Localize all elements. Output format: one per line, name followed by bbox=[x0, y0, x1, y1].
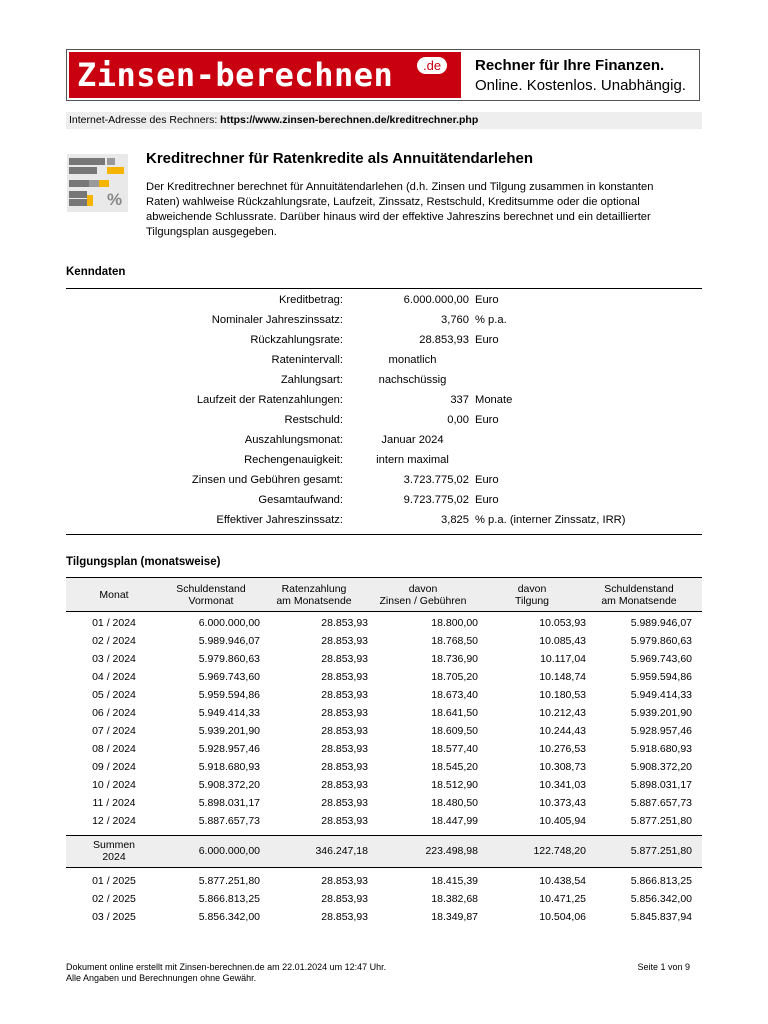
kenndaten-row bbox=[66, 430, 702, 450]
table-cell: 5.877.251,80 bbox=[198, 875, 260, 887]
kenndaten-label: Zahlungsart: bbox=[280, 374, 343, 386]
table-cell: 06 / 2024 bbox=[92, 707, 136, 719]
table-cell: 02 / 2025 bbox=[92, 893, 136, 905]
table-cell: 5.928.957,46 bbox=[630, 725, 692, 737]
kenndaten-label: Gesamtaufwand: bbox=[258, 494, 343, 506]
kenndaten-value: 3,825 bbox=[441, 514, 469, 526]
kenndaten-unit: % p.a. bbox=[475, 314, 507, 326]
table-cell: 18.447,99 bbox=[431, 815, 478, 827]
kenndaten-unit: Monate bbox=[475, 394, 513, 406]
table-cell: 5.877.251,80 bbox=[630, 815, 692, 827]
kenndaten-value: nachschüssig bbox=[378, 374, 447, 386]
table-cell: 18.415,39 bbox=[431, 875, 478, 887]
table-row bbox=[66, 908, 702, 926]
table-row bbox=[66, 650, 702, 668]
table-header bbox=[66, 578, 702, 611]
table-cell: 5.989.946,07 bbox=[198, 635, 260, 647]
table-cell: 18.609,50 bbox=[431, 725, 478, 737]
intro-text: Der Kreditrechner berechnet für Annuitätendarlehen (d.h. Zinsen und Tilgung zusammen in konstanten Raten) wahlweise Rückzahlungsrate, Laufzeit, Zinssatz, Restschuld, Kreditsumme oder die optional abweichende Schlussrate. Darüber hinaus wird der effektive Jahreszins berechnet und ein detaillierter Tilgungsplan ausgegeben. bbox=[146, 181, 654, 238]
kenndaten-value: 0,00 bbox=[447, 414, 469, 426]
table-cell: 05 / 2024 bbox=[92, 689, 136, 701]
table-cell: 10.180,53 bbox=[539, 689, 586, 701]
kenndaten-row bbox=[66, 410, 702, 430]
kenndaten-value: 6.000.000,00 bbox=[403, 294, 469, 306]
kenndaten-label: Restschuld: bbox=[284, 414, 343, 426]
table-cell: 02 / 2024 bbox=[92, 635, 136, 647]
table-cell: 5.887.657,73 bbox=[630, 797, 692, 809]
kenndaten-label: Auszahlungsmonat: bbox=[244, 434, 343, 446]
table-row bbox=[66, 686, 702, 704]
table-cell: 5.939.201,90 bbox=[630, 707, 692, 719]
table-cell: 28.853,93 bbox=[321, 671, 368, 683]
table-row bbox=[66, 632, 702, 650]
table-cell: 5.979.860,63 bbox=[198, 653, 260, 665]
page-number: Seite 1 von 9 bbox=[637, 962, 690, 972]
column-header: Schuldenstand Vormonat bbox=[176, 582, 246, 607]
table-cell: 5.969.743,60 bbox=[630, 653, 692, 665]
footer-line-2: Alle Angaben und Berechnungen ohne Gewähr. bbox=[66, 973, 257, 983]
logo-tld-badge: .de bbox=[417, 57, 447, 74]
table-cell: 28.853,93 bbox=[321, 707, 368, 719]
table-cell: 09 / 2024 bbox=[92, 761, 136, 773]
table-cell: 10.244,43 bbox=[539, 725, 586, 737]
kenndaten-row bbox=[66, 290, 702, 310]
kenndaten-label: Rückzahlungsrate: bbox=[250, 334, 343, 346]
kenndaten-value: 3.723.775,02 bbox=[403, 474, 469, 486]
kenndaten-unit: Euro bbox=[475, 414, 499, 426]
table-cell: 10.085,43 bbox=[539, 635, 586, 647]
table-cell: 01 / 2024 bbox=[92, 617, 136, 629]
table-cell: 18.800,00 bbox=[431, 617, 478, 629]
kenndaten-unit: Euro bbox=[475, 494, 499, 506]
table-cell: 28.853,93 bbox=[321, 653, 368, 665]
table-cell: 28.853,93 bbox=[321, 815, 368, 827]
site-banner bbox=[66, 49, 700, 101]
table-cell: 28.853,93 bbox=[321, 875, 368, 887]
page-title: Kreditrechner für Ratenkredite als Annuitätendarlehen bbox=[146, 150, 534, 167]
table-cell: 18.545,20 bbox=[431, 761, 478, 773]
table-cell: 10.117,04 bbox=[540, 653, 586, 665]
kenndaten-value: monatlich bbox=[388, 354, 437, 366]
kenndaten-unit: Euro bbox=[475, 474, 499, 486]
table-row bbox=[66, 740, 702, 758]
kenndaten-row bbox=[66, 470, 702, 490]
table-cell: 10.373,43 bbox=[539, 797, 586, 809]
kenndaten-label: Kreditbetrag: bbox=[278, 294, 343, 306]
kenndaten-row bbox=[66, 310, 702, 330]
table-cell: 10.504,06 bbox=[539, 911, 586, 923]
table-cell: 28.853,93 bbox=[321, 635, 368, 647]
kenndaten-value: Januar 2024 bbox=[381, 434, 444, 446]
table-cell: 03 / 2025 bbox=[92, 911, 136, 923]
kenndaten-label: Zinsen und Gebühren gesamt: bbox=[191, 474, 343, 486]
kenndaten-row bbox=[66, 350, 702, 370]
column-header: davon Zinsen / Gebühren bbox=[379, 582, 467, 607]
table-cell: 18.577,40 bbox=[431, 743, 478, 755]
kenndaten-label: Nominaler Jahreszinssatz: bbox=[211, 314, 343, 326]
table-cell: 10.308,73 bbox=[539, 761, 586, 773]
table-row bbox=[66, 872, 702, 890]
table-cell: 18.705,20 bbox=[431, 671, 478, 683]
sum-cell: 223.498,98 bbox=[425, 845, 478, 857]
column-header: Ratenzahlung am Monatsende bbox=[276, 582, 352, 607]
url-bar bbox=[66, 112, 702, 129]
table-row bbox=[66, 758, 702, 776]
table-cell: 18.480,50 bbox=[431, 797, 478, 809]
sum-cell: 5.877.251,80 bbox=[630, 845, 692, 857]
table-cell: 28.853,93 bbox=[321, 689, 368, 701]
kenndaten-row bbox=[66, 490, 702, 510]
table-cell: 5.949.414,33 bbox=[198, 707, 260, 719]
kenndaten-label: Laufzeit der Ratenzahlungen: bbox=[196, 394, 343, 406]
table-cell: 07 / 2024 bbox=[92, 725, 136, 737]
table-cell: 5.908.372,20 bbox=[630, 761, 692, 773]
table-cell: 5.918.680,93 bbox=[198, 761, 260, 773]
sum-label: Summen 2024 bbox=[92, 839, 135, 863]
site-logo[interactable] bbox=[69, 52, 461, 98]
tilgungsplan-heading: Tilgungsplan (monatsweise) bbox=[66, 556, 221, 568]
sum-cell: 6.000.000,00 bbox=[198, 845, 260, 857]
column-header: Monat bbox=[99, 588, 129, 601]
table-cell: 5.918.680,93 bbox=[630, 743, 692, 755]
percent-icon: % bbox=[107, 190, 123, 209]
table-cell: 5.856.342,00 bbox=[198, 911, 260, 923]
calculator-chart-icon bbox=[67, 154, 128, 212]
slogan-line-2: Online. Kostenlos. Unabhängig. bbox=[475, 77, 686, 94]
footer-line-1: Dokument online erstellt mit Zinsen-berechnen.de am 22.01.2024 um 12:47 Uhr. bbox=[66, 962, 387, 972]
table-cell: 28.853,93 bbox=[321, 617, 368, 629]
table-row bbox=[66, 890, 702, 908]
table-row bbox=[66, 794, 702, 812]
table-row bbox=[66, 722, 702, 740]
table-cell: 5.989.946,07 bbox=[630, 617, 692, 629]
table-cell: 18.673,40 bbox=[431, 689, 478, 701]
logo-text: Zinsen-berechnen bbox=[77, 56, 394, 94]
table-cell: 5.866.813,25 bbox=[630, 875, 692, 887]
table-cell: 5.949.414,33 bbox=[630, 689, 692, 701]
table-cell: 28.853,93 bbox=[321, 743, 368, 755]
table-cell: 28.853,93 bbox=[321, 911, 368, 923]
table-row bbox=[66, 812, 702, 830]
kenndaten-value: intern maximal bbox=[376, 454, 449, 466]
table-row bbox=[66, 614, 702, 632]
kenndaten-row bbox=[66, 450, 702, 470]
table-cell: 28.853,93 bbox=[321, 797, 368, 809]
table-cell: 18.641,50 bbox=[431, 707, 478, 719]
table-cell: 5.939.201,90 bbox=[198, 725, 260, 737]
table-cell: 5.898.031,17 bbox=[198, 797, 260, 809]
table-cell: 5.959.594,86 bbox=[630, 671, 692, 683]
kenndaten-row bbox=[66, 390, 702, 410]
table-cell: 10.405,94 bbox=[539, 815, 586, 827]
kenndaten-value: 337 bbox=[450, 394, 469, 406]
table-cell: 5.866.813,25 bbox=[198, 893, 260, 905]
table-row bbox=[66, 704, 702, 722]
table-cell: 5.908.372,20 bbox=[198, 779, 260, 791]
kenndaten-label: Effektiver Jahreszinssatz: bbox=[216, 514, 343, 526]
table-cell: 10 / 2024 bbox=[92, 779, 136, 791]
kenndaten-value: 28.853,93 bbox=[419, 334, 469, 346]
table-cell: 5.959.594,86 bbox=[198, 689, 260, 701]
table-cell: 10.471,25 bbox=[539, 893, 586, 905]
kenndaten-row bbox=[66, 510, 702, 530]
table-cell: 5.887.657,73 bbox=[198, 815, 260, 827]
sum-row-2024 bbox=[66, 836, 702, 867]
kenndaten-label: Ratenintervall: bbox=[271, 354, 343, 366]
table-cell: 10.212,43 bbox=[539, 707, 586, 719]
table-cell: 12 / 2024 bbox=[92, 815, 136, 827]
table-cell: 03 / 2024 bbox=[92, 653, 136, 665]
kenndaten-unit: Euro bbox=[475, 294, 499, 306]
kenndaten-label: Rechengenauigkeit: bbox=[244, 454, 343, 466]
table-cell: 10.341,03 bbox=[539, 779, 586, 791]
table-cell: 08 / 2024 bbox=[92, 743, 136, 755]
kenndaten-row bbox=[66, 330, 702, 350]
table-cell: 28.853,93 bbox=[321, 725, 368, 737]
table-cell: 28.853,93 bbox=[321, 779, 368, 791]
table-cell: 28.853,93 bbox=[321, 761, 368, 773]
kenndaten-unit: % p.a. (interner Zinssatz, IRR) bbox=[475, 514, 626, 526]
table-cell: 18.736,90 bbox=[431, 653, 478, 665]
table-row bbox=[66, 776, 702, 794]
column-header: davon Tilgung bbox=[514, 582, 550, 607]
table-cell: 10.148,74 bbox=[539, 671, 586, 683]
table-cell: 5.969.743,60 bbox=[198, 671, 260, 683]
sum-cell: 346.247,18 bbox=[315, 845, 368, 857]
table-cell: 04 / 2024 bbox=[92, 671, 136, 683]
column-header: Schuldenstand am Monatsende bbox=[601, 582, 677, 607]
table-cell: 18.768,50 bbox=[431, 635, 478, 647]
slogan-line-1: Rechner für Ihre Finanzen. bbox=[475, 57, 665, 74]
table-cell: 10.276,53 bbox=[539, 743, 586, 755]
kenndaten-unit: Euro bbox=[475, 334, 499, 346]
kenndaten-bottom-rule bbox=[66, 534, 702, 535]
table-cell: 10.438,54 bbox=[539, 875, 586, 887]
footer-note bbox=[66, 962, 386, 984]
kenndaten-row bbox=[66, 370, 702, 390]
sum-cell: 122.748,20 bbox=[533, 845, 586, 857]
sum-bottom-rule bbox=[66, 867, 702, 868]
table-cell: 5.928.957,46 bbox=[198, 743, 260, 755]
table-cell: 28.853,93 bbox=[321, 893, 368, 905]
kenndaten-top-rule bbox=[66, 288, 702, 289]
table-cell: 18.382,68 bbox=[431, 893, 478, 905]
table-cell: 5.845.837,94 bbox=[630, 911, 692, 923]
table-cell: 18.349,87 bbox=[431, 911, 478, 923]
calculator-url-link[interactable]: https://www.zinsen-berechnen.de/kreditrechner.php bbox=[220, 114, 479, 126]
table-cell: 11 / 2024 bbox=[92, 797, 136, 809]
table-cell: 5.979.860,63 bbox=[630, 635, 692, 647]
table-cell: 5.898.031,17 bbox=[630, 779, 692, 791]
kenndaten-heading: Kenndaten bbox=[66, 266, 126, 278]
table-cell: 01 / 2025 bbox=[92, 875, 136, 887]
kenndaten-value: 3,760 bbox=[441, 314, 469, 326]
table-cell: 6.000.000,00 bbox=[198, 617, 260, 629]
kenndaten-value: 9.723.775,02 bbox=[403, 494, 469, 506]
table-cell: 5.856.342,00 bbox=[630, 893, 692, 905]
table-header-rule bbox=[66, 611, 702, 612]
table-row bbox=[66, 668, 702, 686]
table-cell: 18.512,90 bbox=[431, 779, 478, 791]
url-label: Internet-Adresse des Rechners: bbox=[69, 114, 218, 126]
table-cell: 10.053,93 bbox=[539, 617, 586, 629]
